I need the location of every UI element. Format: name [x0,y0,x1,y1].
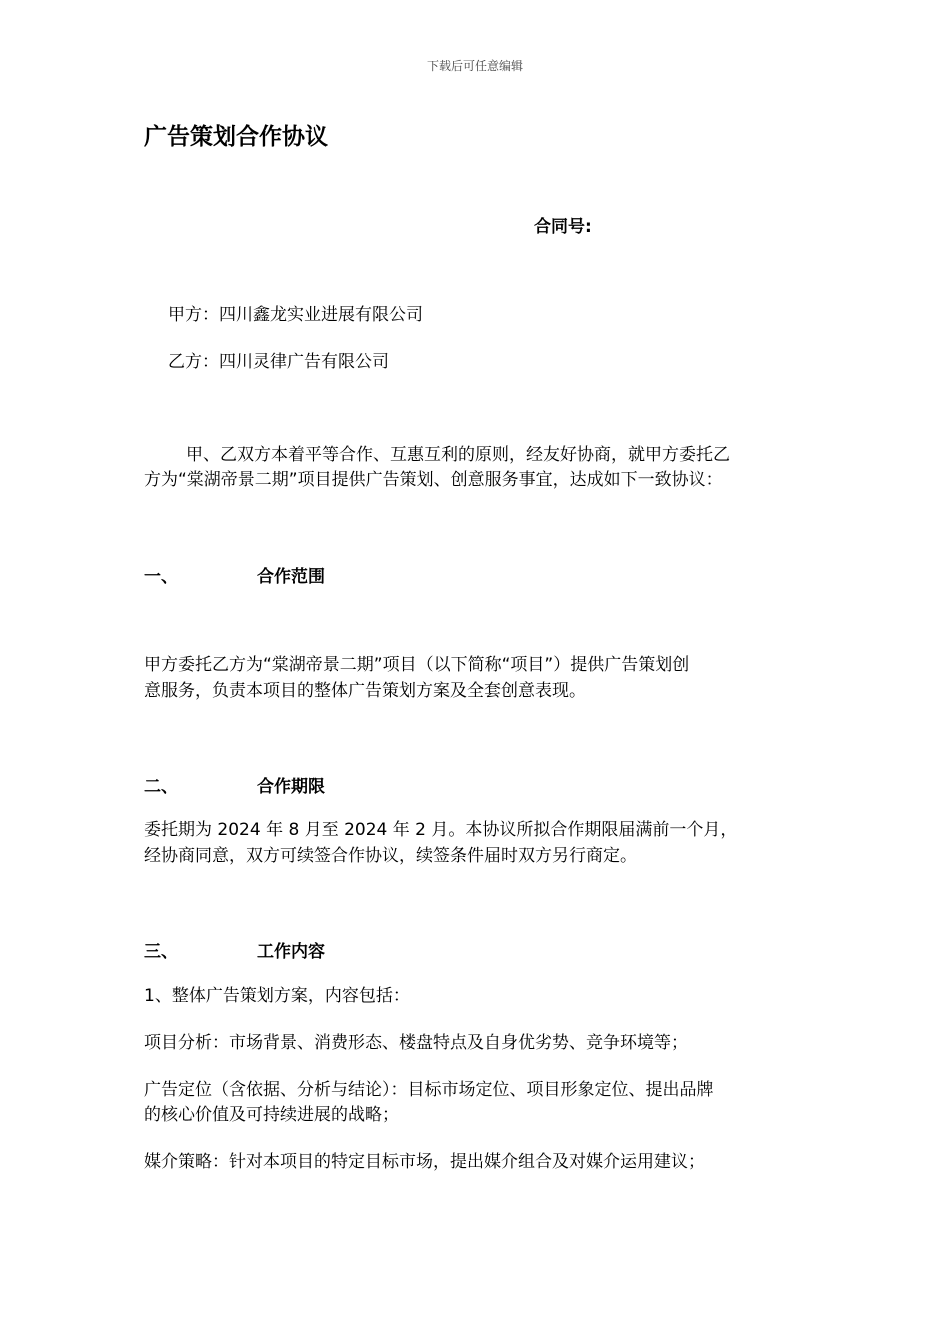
intro-line-1: 甲、乙双方本着平等合作、互惠互利的原则，经友好协商，就甲方委托乙 [186,445,730,465]
document-title: 广告策划合作协议 [144,124,328,150]
work-item-ad-positioning-line-1: 广告定位（含依据、分析与结论）：目标市场定位、项目形象定位、提出品牌 [144,1080,714,1100]
contract-number-label: 合同号: [534,217,592,237]
work-item-media-strategy: 媒介策略：针对本项目的特定目标市场，提出媒介组合及对媒介运用建议； [144,1152,705,1172]
section-number: 三、 [144,942,178,962]
section-number: 二、 [144,777,178,797]
section-2-line-2: 经协商同意，双方可续签合作协议，续签条件届时双方另行商定。 [144,846,637,866]
section-heading-3 [144,937,444,961]
section-title: 工作内容 [257,942,325,962]
section-1-line-1: 甲方委托乙方为“棠湖帝景二期”项目（以下简称“项目”）提供广告策划创 [144,655,690,675]
header-note: 下载后可任意编辑 [426,59,523,73]
work-item-1: 1、整体广告策划方案，内容包括： [144,986,410,1006]
section-number: 一、 [144,567,178,587]
section-2-line-1: 委托期为 2024 年 8 月至 2024 年 2 月。本协议所拟合作期限届满前一个月， [144,820,738,840]
work-item-ad-positioning-line-2: 的核心价值及可持续进展的战略； [144,1105,399,1125]
section-title: 合作范围 [257,567,325,587]
party-a: 甲方：四川鑫龙实业进展有限公司 [168,305,423,325]
section-title: 合作期限 [257,777,325,797]
section-heading-1 [144,562,444,586]
intro-line-2: 方为“棠湖帝景二期”项目提供广告策划、创意服务事宜，达成如下一致协议： [144,470,723,490]
section-heading-2 [144,772,444,796]
section-1-line-2: 意服务，负责本项目的整体广告策划方案及全套创意表现。 [144,681,586,701]
work-item-project-analysis: 项目分析：市场背景、消费形态、楼盘特点及自身优劣势、竞争环境等； [144,1033,688,1053]
party-b: 乙方：四川灵律广告有限公司 [168,352,389,372]
